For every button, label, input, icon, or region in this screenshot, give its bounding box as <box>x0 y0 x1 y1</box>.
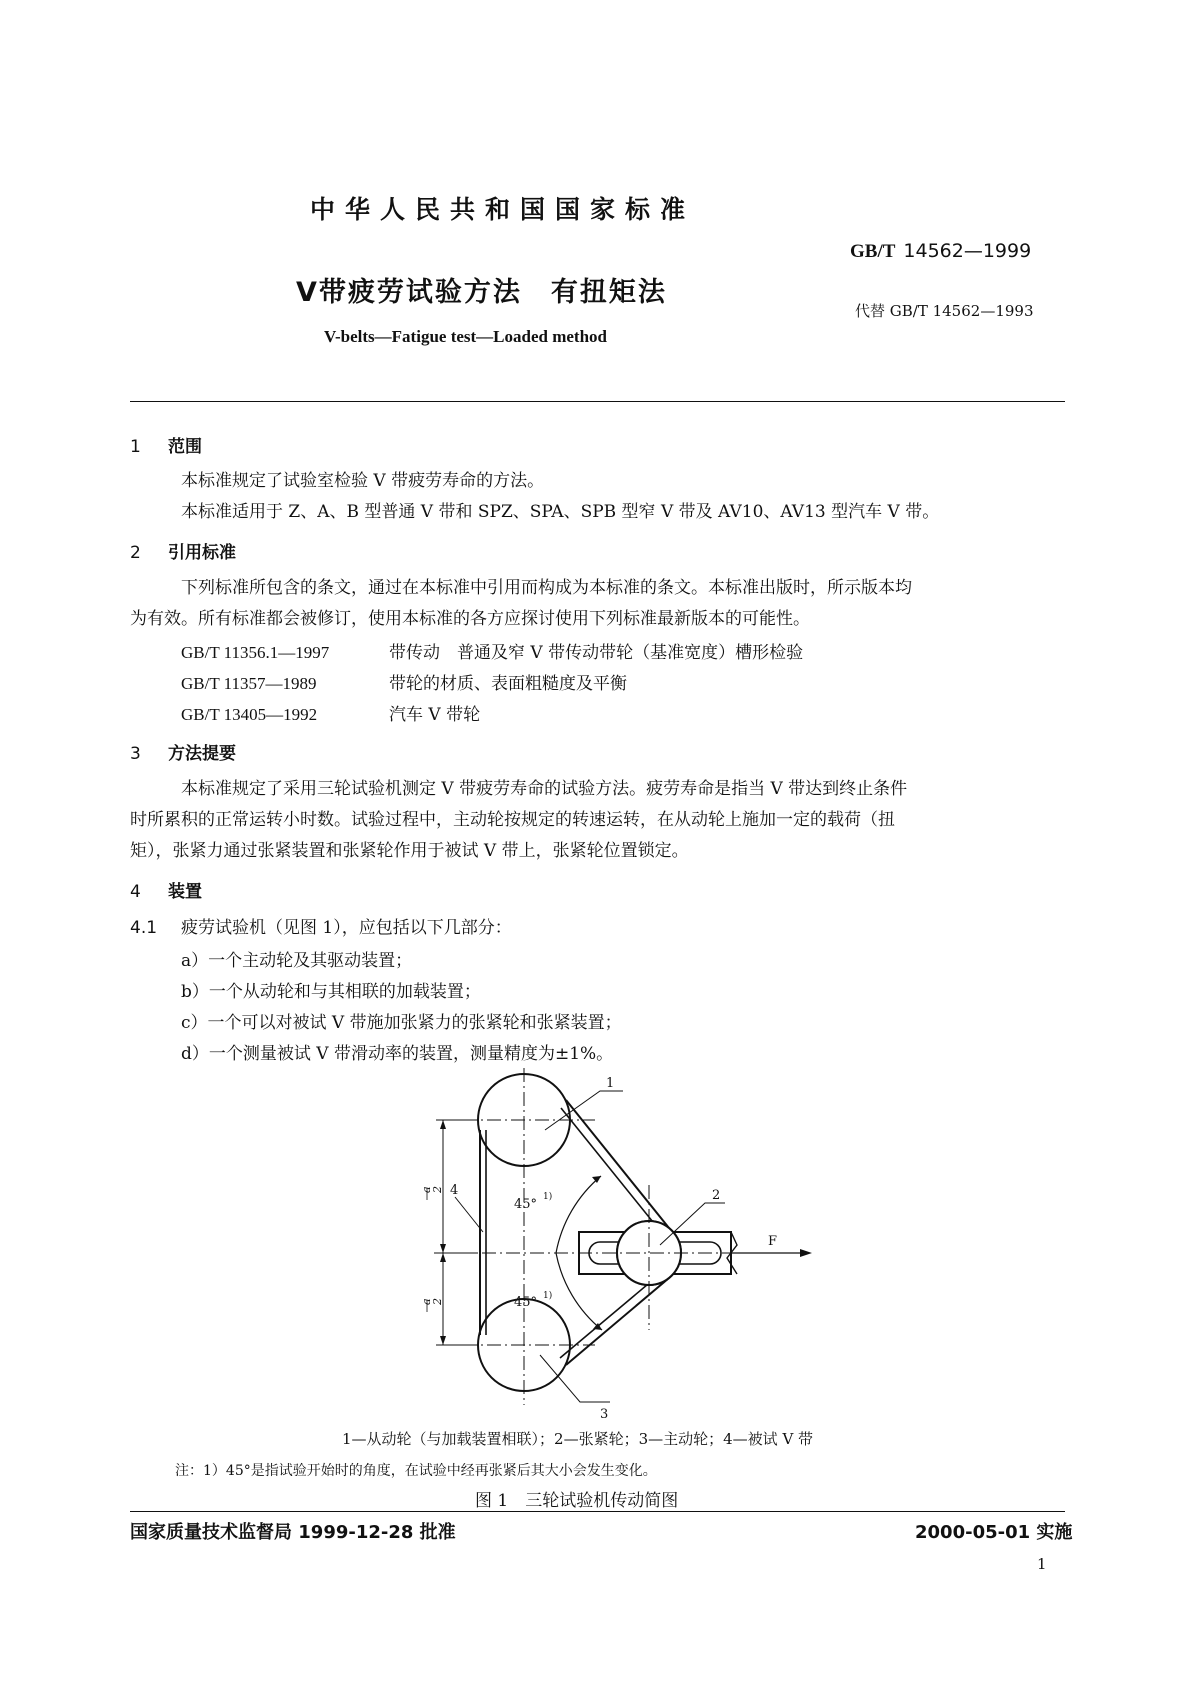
standard-number <box>850 240 1031 263</box>
reference-item <box>181 669 627 694</box>
section-3-line-1: 本标准规定了采用三轮试验机测定 V 带疲劳寿命的试验方法。疲劳寿命是指当 V 带达到终止条件 <box>181 779 908 799</box>
standard-number-value: 14562—1999 <box>903 240 1032 262</box>
english-title: V-belts—Fatigue test—Loaded method <box>324 327 607 346</box>
three-pulley-diagram <box>400 1065 820 1425</box>
footer-divider <box>130 1511 1065 1512</box>
standard-prefix: GB/T <box>850 241 896 262</box>
list-item: b）一个从动轮和与其相联的加载装置； <box>181 982 481 1002</box>
page-number: 1 <box>1037 1555 1047 1573</box>
label-2: 2 <box>712 1188 721 1203</box>
label-1: 1 <box>606 1076 615 1091</box>
dim-top-denominator: 2 <box>431 1186 444 1193</box>
figure-caption: 图 1 三轮试验机传动简图 <box>475 1491 679 1511</box>
section-4-heading <box>130 877 202 902</box>
section-number: 2 <box>130 543 141 563</box>
section-title: 引用标准 <box>168 543 236 563</box>
section-number: 3 <box>130 744 141 764</box>
reference-name: 带轮的材质、表面粗糙度及平衡 <box>389 674 627 694</box>
subsection-text: 疲劳试验机（见图 1），应包括以下几部分： <box>181 918 512 938</box>
section-2-para-line-2: 为有效。所有标准都会被修订，使用本标准的各方应探讨使用下列标准最新版本的可能性。 <box>130 609 810 629</box>
reference-code: GB/T 11357—1989 <box>181 674 317 693</box>
dim-bottom-denominator: 2 <box>431 1298 444 1305</box>
document-title: V带疲劳试验方法 有扭矩法 <box>296 277 667 308</box>
reference-item <box>181 700 480 725</box>
note-mark-top: 1) <box>543 1192 553 1202</box>
label-angle-top: 45° <box>514 1197 538 1212</box>
approval-info: 国家质量技术监督局 1999-12-28 批准 <box>130 1522 456 1543</box>
label-4: 4 <box>450 1183 459 1198</box>
section-3-heading <box>130 739 236 764</box>
section-number: 1 <box>130 437 141 457</box>
list-item: a）一个主动轮及其驱动装置； <box>181 951 413 971</box>
dim-bottom-numerator: a <box>420 1298 433 1305</box>
header-divider <box>130 401 1065 402</box>
national-standard-title: 中华人民共和国国家标准 <box>310 195 696 224</box>
figure-legend: 1—从动轮（与加载装置相联）；2—张紧轮；3—主动轮；4—被试 V 带 <box>342 1430 814 1448</box>
section-title: 范围 <box>168 437 202 457</box>
subsection-4-1 <box>130 913 512 944</box>
label-3: 3 <box>600 1407 609 1422</box>
label-angle-bottom: 45° <box>514 1295 538 1310</box>
belt-upper-inner <box>561 1108 661 1232</box>
section-number: 4 <box>130 882 141 902</box>
section-3-line-3: 矩），张紧力通过张紧装置和张紧轮作用于被试 V 带上，张紧轮位置锁定。 <box>130 841 689 861</box>
effective-date: 2000-05-01 实施 <box>915 1522 1073 1543</box>
reference-name: 带传动 普通及窄 V 带传动带轮（基准宽度）槽形检验 <box>389 643 804 663</box>
dim-top-numerator: a <box>420 1186 433 1193</box>
list-item: c）一个可以对被试 V 带施加张紧力的张紧轮和张紧装置； <box>181 1013 622 1033</box>
reference-item <box>181 638 803 663</box>
label-force: F <box>768 1234 778 1249</box>
section-1-heading <box>130 432 202 457</box>
belt-lower-inner <box>560 1274 660 1358</box>
note-mark-bottom: 1) <box>543 1291 553 1301</box>
figure-note: 注：1）45°是指试验开始时的角度，在试验中经再张紧后其大小会发生变化。 <box>175 1463 657 1479</box>
section-2-heading <box>130 538 236 563</box>
subsection-number: 4.1 <box>130 918 158 938</box>
reference-name: 汽车 V 带轮 <box>389 705 481 725</box>
belt-upper-outer <box>566 1100 669 1228</box>
section-1-para-2: 本标准适用于 Z、A、B 型普通 V 带和 SPZ、SPA、SPB 型窄 V 带及 AV10、AV13 型汽车 V 带。 <box>181 502 940 522</box>
reference-code: GB/T 13405—1992 <box>181 705 318 724</box>
section-2-para-line-1: 下列标准所包含的条文，通过在本标准中引用而构成为本标准的条文。本标准出版时，所示版本均 <box>181 578 912 598</box>
section-title: 方法提要 <box>168 744 236 764</box>
belt-lower-outer <box>566 1278 669 1365</box>
section-3-line-2: 时所累积的正常运转小时数。试验过程中，主动轮按规定的转速运转，在从动轮上施加一定的载荷（扭 <box>130 810 895 830</box>
section-1-para-1: 本标准规定了试验室检验 V 带疲劳寿命的方法。 <box>181 471 545 491</box>
reference-code: GB/T 11356.1—1997 <box>181 643 330 662</box>
list-item: d）一个测量被试 V 带滑动率的装置，测量精度为±1%。 <box>181 1044 614 1064</box>
section-title: 装置 <box>168 882 202 902</box>
replaces-standard: 代替 GB/T 14562—1993 <box>855 302 1034 320</box>
